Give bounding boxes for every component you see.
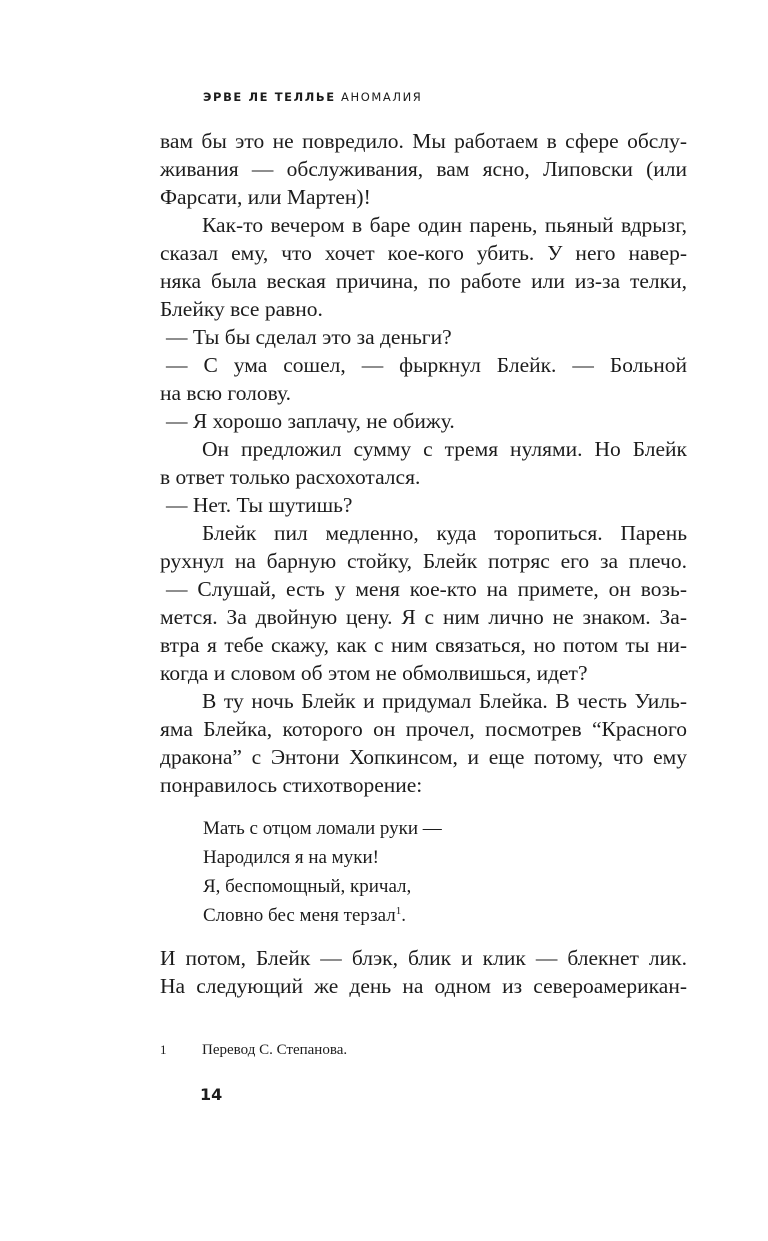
dialogue-line: — Слушай, есть у меня кое-кто на примете, он возь- [166, 577, 687, 601]
poem-line: Словно бес меня терзал [203, 905, 396, 926]
running-head [203, 90, 422, 104]
text-line: живания — обслуживания, вам ясно, Липовски (или [160, 157, 687, 181]
poem-line-last: Словно бес меня терзал$^1$. [203, 905, 406, 926]
text-line: На следующий же день на одном из североамерикан- [160, 974, 687, 998]
text-line: няка была веская причина, по работе или из-за телки, [160, 269, 687, 293]
text-line: когда и словом об этом не обмолвишься, идет? [160, 661, 588, 685]
text-line: Фарсати, или Мартен)! [160, 185, 371, 209]
dialogue-line: — Я хорошо заплачу, не обижу. [166, 409, 455, 433]
text-line: И потом, Блейк — блэк, блик и клик — блекнет лик. [160, 946, 687, 970]
poem-block [203, 814, 442, 930]
dialogue-line: — С ума сошел, — фыркнул Блейк. — Больной [166, 353, 687, 377]
text-line: Как-то вечером в баре один парень, пьяный вдрызг, [202, 213, 687, 237]
text-line: дракона” с Энтони Хопкинсом, и еще потому, что ему [160, 745, 687, 769]
footnote-number: 1 [160, 1042, 167, 1057]
poem-line: Мать с отцом ломали руки — [203, 818, 442, 839]
text-line: вам бы это не повредило. Мы работаем в сфере обслу- [160, 129, 687, 153]
text-line: понравилось стихотворение: [160, 773, 423, 797]
poem-line: Народился я на муки! [203, 847, 379, 868]
body-text-continued [160, 944, 687, 1000]
body-text [160, 127, 687, 799]
page-number: 14 [200, 1085, 223, 1104]
dialogue-line: — Нет. Ты шутишь? [166, 493, 353, 517]
dialogue-line: — Ты бы сделал это за деньги? [166, 325, 452, 349]
text-line: мется. За двойную цену. Я с ним лично не знаком. За- [160, 605, 687, 629]
footnote-text: Перевод С. Степанова. [202, 1042, 348, 1058]
text-line: рухнул на барную стойку, Блейк потряс его за плечо. [160, 549, 687, 573]
text-line: сказал ему, что хочет кое-кого убить. У него навер- [160, 241, 687, 265]
text-line: Блейку все равно. [160, 297, 323, 321]
text-line: В ту ночь Блейк и придумал Блейка. В честь Уиль- [202, 689, 687, 713]
text-line: Блейк пил медленно, куда торопиться. Парень [202, 521, 687, 545]
text-line: яма Блейка, которого он прочел, посмотрев “Красного [160, 717, 687, 741]
text-line: на всю голову. [160, 381, 292, 405]
text-line: втра я тебе скажу, как с ним связаться, но потом ты ни- [160, 633, 687, 657]
text-line: в ответ только расхохотался. [160, 465, 421, 489]
footnote-marker: 1 [395, 905, 402, 917]
poem-line: Я, беспомощный, кричал, [203, 876, 412, 897]
running-head-author: ЭРВЕ ЛЕ ТЕЛЛЬЕ [203, 90, 336, 104]
text-line: Он предложил сумму с тремя нулями. Но Блейк [202, 437, 687, 461]
running-head-title: АНОМАЛИЯ [341, 90, 423, 104]
